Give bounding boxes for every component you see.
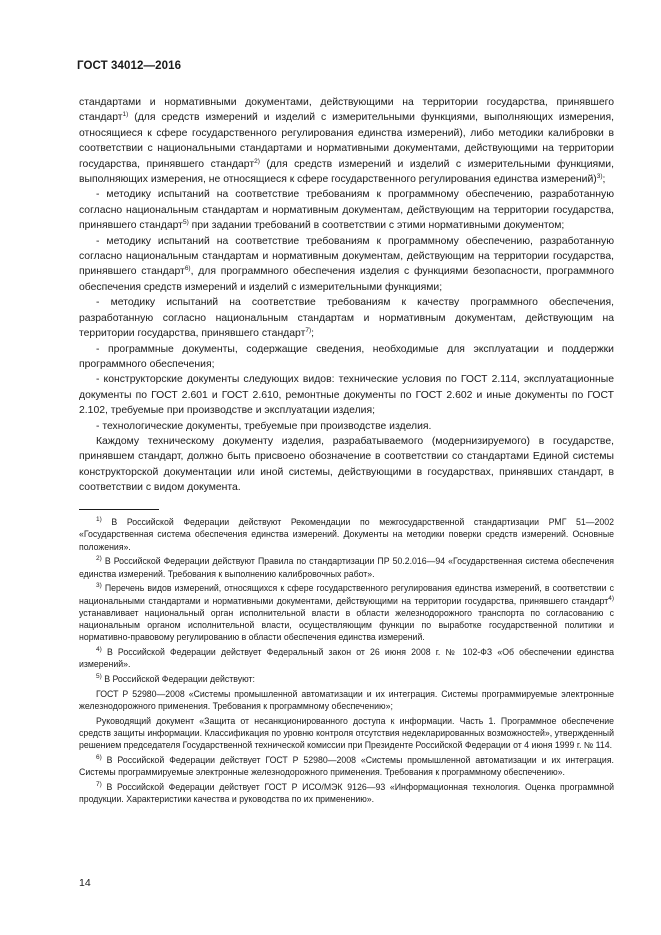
list-item-software-test-method: - методику испытаний на соответствие требованиям к программному обеспечению, разработанную согласно национальным стандартам и нормативным документам, действующим на территории государства, принявшего стандарт$^{5)}$ при задании требований в соответствии с этими нормативными документом; — [79, 189, 614, 232]
list-item-safety-software-test-method: - методику испытаний на соответствие требованиям к программному обеспечению, разработанную согласно национальным стандартам и нормативным документам, действующим на территории государства, принявшего стандарт$^{6)}$, для программного обеспечения изделия с функциями безопасности, программного обеспечения средств измерений и изделий с измерительными функциями; — [79, 235, 614, 293]
footnote-5-item-guideline: Руководящий документ «Защита от несанкционированного доступа к информации. Часть 1. Программное обеспечение средств защиты информации. Классификация по уровню контроля отсутствия недекларированных возможностей», утвержденный решением председателя Государственной технической комиссии при Президенте Российской Федерации от 4 июня 1999 г. № 114. — [79, 715, 614, 751]
footnote-ref-4[interactable]: 4) — [608, 594, 614, 602]
main-text — [79, 95, 614, 496]
footnotes — [79, 516, 614, 808]
footnote-7: $^{7)}$ В Российской Федерации действует ГОСТ Р ИСО/МЭК 9126—93 «Информационная технология. Оценка программной продукции. Характеристики качества и руководства по их применению». — [79, 781, 614, 805]
list-item-design-documents: - конструкторские документы следующих видов: технические условия по ГОСТ 2.114, эксплуатационные документы по ГОСТ 2.601 и ГОСТ 2.610, ремонтные документы по ГОСТ 2.602 и иные документы по ГОСТ 2.102, требуемые при производстве и эксплуатации изделия; — [79, 374, 614, 417]
list-item-technological-documents: - технологические документы, требуемые при производстве изделия. — [96, 420, 432, 432]
footnote-6: $^{6)}$ В Российской Федерации действует ГОСТ Р 52980—2008 «Системы промышленной автоматизации и их интеграция. Системы программируемые электронные железнодорожного применения. Требования к программному обеспечению». — [79, 754, 614, 778]
footnote-5: $^{5)}$ В Российской Федерации действуют: — [96, 673, 255, 685]
footnote-2: $^{2)}$ В Российской Федерации действуют Правила по стандартизации ПР 50.2.016—94 «Государственная система обеспечения единства измерений. Требования к выполнению калибровочных работ». — [79, 555, 614, 579]
footnote-separator — [79, 509, 159, 510]
footnote-ref-6[interactable]: 6) — [184, 265, 191, 273]
footnote-ref-3[interactable]: 3) — [596, 173, 603, 181]
document-header: ГОСТ 34012—2016 — [77, 60, 182, 72]
footnote-ref-7[interactable]: 7) — [305, 327, 312, 335]
footnote-1: $^{1)}$ В Российской Федерации действуют Рекомендации по межгосударственной стандартизации РМГ 51—2002 «Государственная система обеспечения единства измерений. Документы на методики поверки средств измерений. Основные положения». — [79, 516, 614, 552]
list-item-program-documents: - программные документы, содержащие сведения, необходимые для эксплуатации и поддержки программного обеспечения; — [79, 343, 614, 370]
page-number: 14 — [79, 877, 91, 889]
list-item-software-quality-test-method: - методику испытаний на соответствие требованиям к качеству программного обеспечения, разработанную согласно национальным стандартам и нормативным документам, действующим на территории государства, принявшего стандарт$^{7)}$; — [79, 297, 614, 340]
paragraph-continuation: стандартами и нормативными документами, действующими на территории государства, принявшего стандарт$^{1)}$ (для средств измерений и изделий с измерительными функциями, выполняющих измерения, относящиеся к сфере государственного регулирования единства измерений), либо методики калибровки в соответствии с национальными стандартами и нормативными документами, действующими на территории государства, принявшего стандарт$^{2)}$ (для средств измерений и изделий с измерительными функциями, выполняющих измерения, не относящиеся к сфере государственного регулирования единства измерений)$^{3)}$; — [79, 97, 614, 186]
footnote-4: $^{4)}$ В Российской Федерации действует Федеральный закон от 26 июня 2008 г. № 102-ФЗ «Об обеспечении единства измерений». — [79, 646, 614, 670]
footnote-ref-1[interactable]: 1) — [122, 111, 129, 119]
footnote-3: $^{3)}$ Перечень видов измерений, относящихся к сфере государственного регулирования единства измерений, в соответствии с национальными стандартами и нормативными документами, действующими на территории государства, принявшего стандарт$^{4)}$ устанавливает национальный орган исполнительной власти в области железнодорожного транспорта по согласованию с национальным органом исполнительной власти, осуществляющим функции по выработке государственной политики и нормативно-правовому регулированию в области обеспечения единства измерений. — [79, 582, 614, 643]
footnote-ref-2[interactable]: 2) — [254, 157, 260, 165]
footnote-ref-5[interactable]: 5) — [182, 219, 189, 227]
paragraph-document-designation: Каждому техническому документу изделия, разрабатываемого (модернизируемого) в государстве, принявшем стандарт, должно быть присвоено обозначение в соответствии со стандартами Единой системы конструкторской документации или иной системы, действующими в государствах, принявших стандарт, в соответствии с видом документа. — [79, 435, 614, 494]
footnote-5-item-gost: ГОСТ Р 52980—2008 «Системы промышленной автоматизации и их интеграция. Системы программируемые электронные железнодорожного применения. Требования к программному обеспечению»; — [79, 688, 614, 712]
